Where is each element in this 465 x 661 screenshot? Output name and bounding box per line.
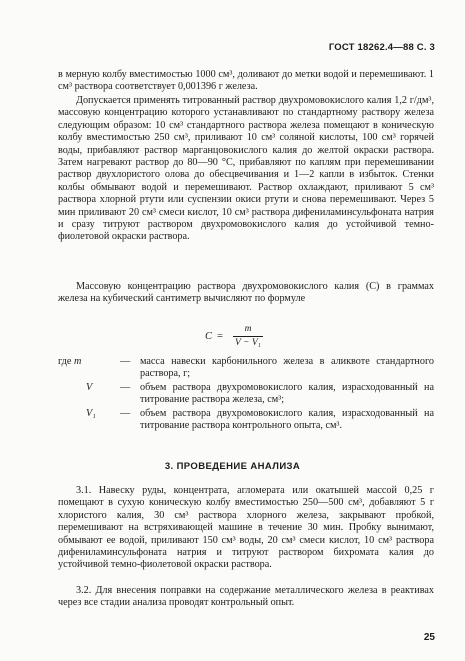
paragraph-titrant-standardization: Допускается применять титрованный раствор двухромовокислого калия 1,2 г/дм³, массовую концентрацию которого устанавливают по стандартному раствору железа следующим образом: 10 см³ стандартного раствора железа помещают в коническую колбу вместимостью 250 см³, приливают 10 см³ соляной кислоты, 100 см³ горячей воды, прибавляют раствор марганцовокислого калия до желтой окраски раствора. Затем нагревают раствор до 80—90 °С, прибавляют по каплям при перемешивании раствор двухлористого олова до обесцвечивания и 1—2 капли в избыток. Стенки колбы обмывают водой и перемешивают. Раствор охлаждают, приливают 5 см³ раствора хлорной ртути или суспензии окиси ртути и снова перемешивают. Через 5 мин приливают 20 см³ смеси кислот, 10 см³ раствора дифениламинсульфоната натрия и сразу титруют раствором двухромовокислого калия до устойчивой темно-фиолетовой окраски раствора.	[58, 95, 434, 243]
definition-m	[58, 356, 434, 381]
formula-lhs: С	[205, 331, 213, 342]
formula-denominator: V − V₁	[235, 338, 261, 348]
definition-symbol: V₁	[86, 408, 96, 419]
definition-text: масса навески карбонильного железа в аликвоте стандартного раствора, г;	[140, 356, 434, 380]
definition-dash: —	[120, 408, 131, 419]
definition-dash: —	[120, 356, 131, 367]
running-header: ГОСТ 18262.4—88 С. 3	[328, 42, 435, 53]
paragraph-3-1: 3.1. Навеску руды, концентрата, агломерата или окатышей массой 0,25 г помещают в сухую коническую колбу вместимостью 250—500 см³, добавляют 5 г хлористого калия, 30 см³ раствора хлорного железа, закрывают пробкой, перемешивают на встряхивающей машине в течение 30 мин. Пробку вынимают, обмывают ее водой, приливают 150 см³ воды, 20 см³ смеси кислот, 10 см³ раствора дифениламинсульфоната натрия и титруют раствором бихромата калия до устойчивой темно-фиолетовой окраски раствора.	[58, 485, 434, 571]
formula-fraction	[233, 324, 263, 349]
definition-symbol: V	[86, 382, 93, 393]
definition-v1	[58, 408, 434, 433]
paragraph-continuation: в мерную колбу вместимостью 1000 см³, доливают до метки водой и перемешивают. 1 см³ раствора соответствует 0,001396 г железа.	[58, 69, 434, 93]
concentration-formula	[205, 324, 305, 354]
definition-prefix: где	[58, 356, 72, 367]
paragraph-concentration-intro: Массовую концентрацию раствора двухромовокислого калия (С) в граммах железа на кубический сантиметр вычисляют по формуле	[58, 281, 434, 305]
section-heading: 3. ПРОВЕДЕНИЕ АНАЛИЗА	[164, 461, 301, 472]
fraction-bar	[233, 336, 263, 337]
definition-text: объем раствора двухромовокислого калия, израсходованный на титрование раствора железа, см³;	[140, 382, 434, 406]
formula-equals: =	[217, 331, 223, 342]
definition-text: объем раствора двухромовокислого калия, израсходованный на титрование раствора контрольного опыта, см³.	[140, 408, 434, 432]
formula-numerator: m	[244, 324, 252, 334]
page-number: 25	[423, 632, 435, 643]
definition-dash: —	[120, 382, 131, 393]
paragraph-3-2: 3.2. Для внесения поправки на содержание металлического железа в реактивах через все стадии анализа проводят контрольный опыт.	[58, 585, 434, 609]
definition-symbol: m	[73, 356, 82, 367]
definition-v	[58, 382, 434, 407]
